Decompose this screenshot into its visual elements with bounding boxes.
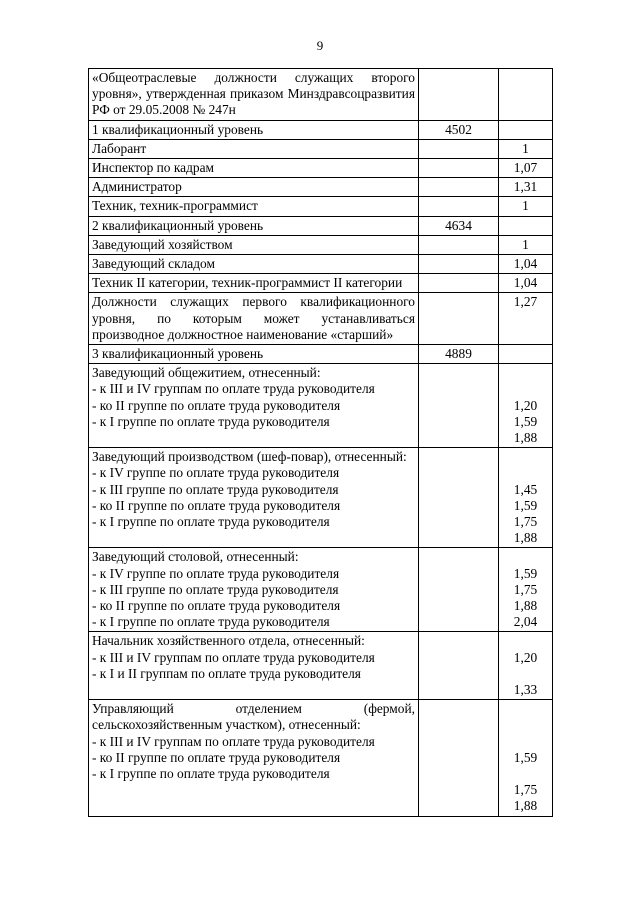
coefficient-value — [502, 549, 549, 565]
coefficient-cell — [499, 364, 553, 448]
coefficient-cell — [499, 216, 553, 235]
position-name-line: Администратор — [92, 179, 182, 195]
coefficient-value — [502, 701, 549, 717]
position-name-cell — [89, 235, 419, 254]
position-name-cell — [89, 632, 419, 700]
position-name-line: Техник, техник-программист — [92, 198, 258, 214]
base-salary-cell — [419, 548, 499, 632]
coefficient-cell — [499, 120, 553, 139]
position-name-line: - к I группе по оплате труда руководителя — [92, 614, 330, 630]
coefficient-cell — [499, 255, 553, 274]
coefficient-cell — [499, 448, 553, 548]
position-name-line: - к I группе по оплате труда руководителя — [92, 413, 330, 429]
coefficient-value: 1,20 — [513, 397, 538, 413]
position-name-cell — [89, 255, 419, 274]
coefficient-cell — [499, 548, 553, 632]
coefficient-value: 1 — [522, 198, 529, 214]
position-name-cell — [89, 345, 419, 364]
coefficient-value: 1,31 — [513, 179, 538, 195]
table-row — [89, 548, 553, 632]
coefficient-cell — [499, 197, 553, 216]
coefficient-value: 1,33 — [513, 682, 538, 698]
coefficient-value: 1,27 — [513, 294, 538, 310]
position-name-line: Заведующий общежитием, отнесенный: — [92, 365, 321, 381]
coefficient-value: 1,88 — [513, 530, 538, 546]
coefficient-cell — [499, 139, 553, 158]
position-name-line: 2 квалификационный уровень — [92, 217, 264, 233]
position-name-cell — [89, 216, 419, 235]
position-name-line: - к III и IV группам по оплате труда руководителя — [92, 381, 375, 397]
page-number: 9 — [316, 38, 324, 53]
position-name-line: Инспектор по кадрам — [92, 160, 215, 176]
position-name-line: - к III группе по оплате труда руководителя — [92, 481, 339, 497]
base-salary-cell — [419, 69, 499, 121]
position-name-line: - ко II группе по оплате труда руководителя — [92, 598, 341, 614]
coefficient-value: 1,75 — [513, 782, 538, 798]
coefficient-cell — [499, 700, 553, 816]
position-name-cell — [89, 120, 419, 139]
position-name-line: Заведующий складом — [92, 256, 215, 272]
position-name-line: Управляющий отделением (фермой, сельскохозяйственным участком), отнесенный: — [92, 701, 415, 733]
position-name-line: - к III группе по оплате труда руководителя — [92, 581, 339, 597]
base-salary-cell — [419, 448, 499, 548]
coefficient-cell — [499, 345, 553, 364]
coefficient-value — [502, 346, 549, 362]
position-name-line: Лаборант — [92, 140, 147, 156]
position-name-cell — [89, 139, 419, 158]
position-name-line: - ко II группе по оплате труда руководителя — [92, 749, 341, 765]
base-salary-cell — [419, 255, 499, 274]
position-name-line: - к IV группе по оплате труда руководителя — [92, 565, 340, 581]
position-name-line: Заведующий производством (шеф-повар), отнесенный: — [92, 449, 407, 465]
salary-table — [88, 68, 553, 817]
coefficient-value: 1,59 — [513, 497, 538, 513]
coefficient-value — [502, 633, 549, 649]
base-salary-cell: 4634 — [419, 216, 499, 235]
coefficient-cell — [499, 632, 553, 700]
base-salary-cell: 4502 — [419, 120, 499, 139]
coefficient-value: 1,75 — [513, 581, 538, 597]
position-name-line: Начальник хозяйственного отдела, отнесенный: — [92, 633, 365, 649]
position-name-line: - к I группе по оплате труда руководителя — [92, 766, 330, 782]
table-row — [89, 255, 553, 274]
base-salary-cell — [419, 364, 499, 448]
base-salary-cell — [419, 197, 499, 216]
table-row — [89, 197, 553, 216]
table-row — [89, 159, 553, 178]
coefficient-value: 1,88 — [513, 798, 538, 814]
table-row — [89, 293, 553, 345]
coefficient-value — [502, 666, 549, 682]
coefficient-value: 1 — [522, 140, 529, 156]
base-salary-cell: 4889 — [419, 345, 499, 364]
table-row — [89, 274, 553, 293]
coefficient-value — [502, 717, 549, 733]
table-row — [89, 700, 553, 816]
position-name-line: 3 квалификационный уровень — [92, 346, 264, 362]
table-row — [89, 139, 553, 158]
coefficient-value — [502, 734, 549, 750]
coefficient-value — [502, 218, 549, 234]
base-salary-cell — [419, 632, 499, 700]
coefficient-cell — [499, 69, 553, 121]
table-row — [89, 120, 553, 139]
coefficient-value: 1,88 — [513, 430, 538, 446]
position-name-line: Заведующий хозяйством — [92, 236, 233, 252]
position-name-cell — [89, 69, 419, 121]
table-row — [89, 216, 553, 235]
coefficient-value — [502, 449, 549, 465]
position-name-line: - к I и II группам по оплате труда руководителя — [92, 665, 361, 681]
coefficient-value: 1,45 — [513, 481, 538, 497]
coefficient-cell — [499, 178, 553, 197]
position-name-cell — [89, 293, 419, 345]
table-row — [89, 448, 553, 548]
coefficient-value: 1,04 — [513, 275, 538, 291]
base-salary-cell — [419, 159, 499, 178]
table-row — [89, 178, 553, 197]
table-row — [89, 632, 553, 700]
position-name-line: Должности служащих первого квалификационного уровня, по которым может устанавливаться производное должностное наименование «старший» — [92, 294, 415, 342]
position-name-cell — [89, 364, 419, 448]
base-salary-cell — [419, 293, 499, 345]
coefficient-value — [502, 465, 549, 481]
position-name-cell — [89, 274, 419, 293]
coefficient-value: 1,07 — [513, 160, 538, 176]
base-salary-cell — [419, 139, 499, 158]
coefficient-value — [502, 122, 549, 138]
coefficient-value: 1,59 — [513, 565, 538, 581]
position-name-line: Заведующий столовой, отнесенный: — [92, 549, 299, 565]
position-name-line: «Общеотраслевые должности служащих второго уровня», утвержденная приказом Минздравсоцразвития РФ от 29.05.2008 № 247н — [92, 70, 415, 118]
position-name-line: - ко II группе по оплате труда руководителя — [92, 497, 341, 513]
position-name-line: - к I группе по оплате труда руководителя — [92, 514, 330, 530]
coefficient-value: 1,75 — [513, 514, 538, 530]
coefficient-value: 1,04 — [513, 256, 538, 272]
coefficient-cell — [499, 274, 553, 293]
position-name-cell — [89, 700, 419, 816]
coefficient-value — [502, 766, 549, 782]
base-salary-cell — [419, 274, 499, 293]
position-name-line: - к III и IV группам по оплате труда руководителя — [92, 649, 375, 665]
position-name-line: - к III и IV группам по оплате труда руководителя — [92, 733, 375, 749]
coefficient-value: 1 — [522, 236, 529, 252]
table-row — [89, 69, 553, 121]
table-row — [89, 364, 553, 448]
coefficient-value — [502, 381, 549, 397]
position-name-line: - ко II группе по оплате труда руководителя — [92, 397, 341, 413]
position-name-cell — [89, 178, 419, 197]
position-name-line: 1 квалификационный уровень — [92, 121, 264, 137]
coefficient-value: 2,04 — [513, 614, 538, 630]
coefficient-value: 1,59 — [513, 749, 538, 765]
base-salary-cell — [419, 235, 499, 254]
table-row — [89, 235, 553, 254]
coefficient-cell — [499, 235, 553, 254]
position-name-cell — [89, 159, 419, 178]
coefficient-value: 1,20 — [513, 649, 538, 665]
position-name-cell — [89, 197, 419, 216]
coefficient-value — [502, 365, 549, 381]
coefficient-cell — [499, 159, 553, 178]
coefficient-value — [502, 70, 549, 86]
position-name-cell — [89, 548, 419, 632]
base-salary-cell — [419, 700, 499, 816]
base-salary-cell — [419, 178, 499, 197]
coefficient-cell — [499, 293, 553, 345]
coefficient-value: 1,59 — [513, 413, 538, 429]
position-name-cell — [89, 448, 419, 548]
position-name-line: - к IV группе по оплате труда руководителя — [92, 465, 340, 481]
position-name-line: Техник II категории, техник-программист II категории — [92, 275, 403, 291]
coefficient-value: 1,88 — [513, 598, 538, 614]
table-row — [89, 345, 553, 364]
